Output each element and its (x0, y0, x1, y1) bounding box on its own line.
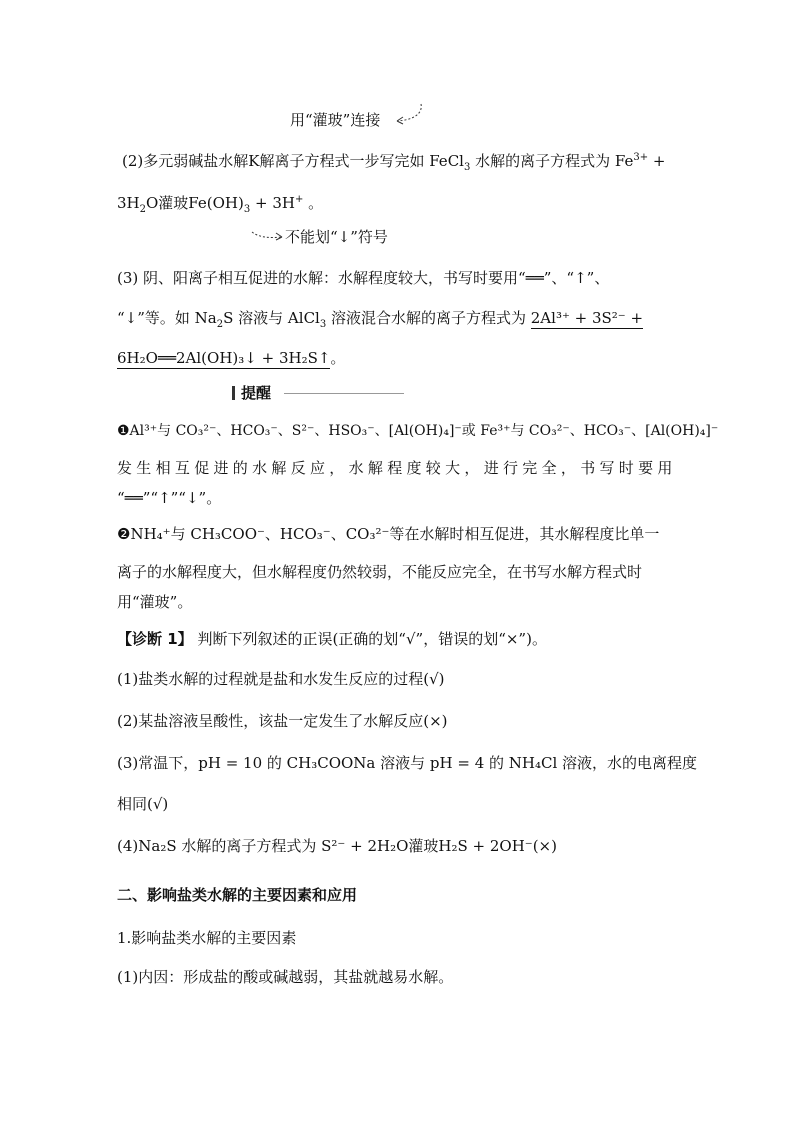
diag-q3-line1: (3)常温下，pH = 10 的 CH₃COONa 溶液与 pH = 4 的 NH₄Cl 溶液，水的电离程度 (117, 754, 698, 772)
tip-label: 提醒 (241, 384, 272, 402)
p2-line1: (2)多元弱碱盐水解K解离子方程式一步写完如 FeCl$_3$ 水解的离子方程式为 $Fe^{3+}$ + (122, 152, 666, 173)
diag-q1: (1)盐类水解的过程就是盐和水发生反应的过程(√) (117, 670, 445, 688)
curved-arrow-icon (393, 102, 433, 132)
diag-q4: (4)Na₂S 水解的离子方程式为 S²⁻ + 2H₂O灌玻H₂S + 2OH⁻(×) (117, 837, 557, 855)
p3-equation-part2: 6H₂O══2Al(OH)₃↓ + 3H₂S↑ (117, 349, 331, 367)
dotted-arrow-icon (250, 228, 286, 244)
p3-line1: (3) 阴、阳离子相互促进的水解：水解程度较大，书写时要用“══”、“↑”、 (117, 269, 610, 287)
top-annotation-text: 用“灌玻”连接 (290, 111, 381, 129)
p2-line2: $3H_2O$灌玻$Fe(OH)_3 + 3H^+$ 。 (117, 194, 324, 215)
p3-line3: 6H₂O══2Al(OH)₃↓ + 3H₂S↑。 (117, 349, 346, 367)
note2-line3: 用“灌玻”。 (117, 593, 193, 611)
p3-equation-part1: 2Al³⁺ + 3S²⁻ + (530, 309, 644, 327)
no-arrow-note: 不能划“↓”符号 (285, 228, 388, 246)
section2-title: 二、影响盐类水解的主要因素和应用 (117, 886, 358, 904)
note2-line2: 离子的水解程度大，但水解程度仍然较弱，不能反应完全，在书写水解方程式时 (117, 563, 643, 581)
diag-q3-line2: 相同(√) (117, 795, 169, 813)
diag-q2: (2)某盐溶液呈酸性，该盐一定发生了水解反应(×) (117, 712, 448, 730)
note2-line1: ❷NH₄⁺与 CH₃COO⁻、HCO₃⁻、CO₃²⁻等在水解时相互促进，其水解程度比单一 (117, 525, 660, 543)
sub1-paragraph1: (1)内因：形成盐的酸或碱越弱，其盐就越易水解。 (117, 968, 454, 986)
diag-label: 【诊断 1】 (117, 630, 193, 648)
sub1-title: 1.影响盐类水解的主要因素 (117, 929, 297, 947)
note1-line2: 发生相互促进的水解反应，水解程度较大，进行完全，书写时要用 (117, 459, 677, 477)
note1-line1: ❶Al³⁺与 CO₃²⁻、HCO₃⁻、S²⁻、HSO₃⁻、[Al(OH)₄]⁻或 Fe³⁺与 CO₃²⁻、HCO₃⁻、[Al(OH)₄]⁻ (117, 423, 719, 439)
top-annotation (290, 110, 380, 130)
note1-line3: “══”“↑”“↓”。 (117, 489, 222, 507)
tip-divider (284, 393, 404, 394)
diag-instruction: 判断下列叙述的正误(正确的划“√”，错误的划“×”)。 (192, 630, 547, 648)
tip-marker-icon (232, 386, 235, 400)
diag-heading (117, 629, 547, 649)
p3-line2: “↓”等。如 $Na_2S$ 溶液与 AlCl$_3$ 溶液混合水解的离子方程式为 2Al³⁺ + 3S²⁻ + (117, 309, 644, 330)
